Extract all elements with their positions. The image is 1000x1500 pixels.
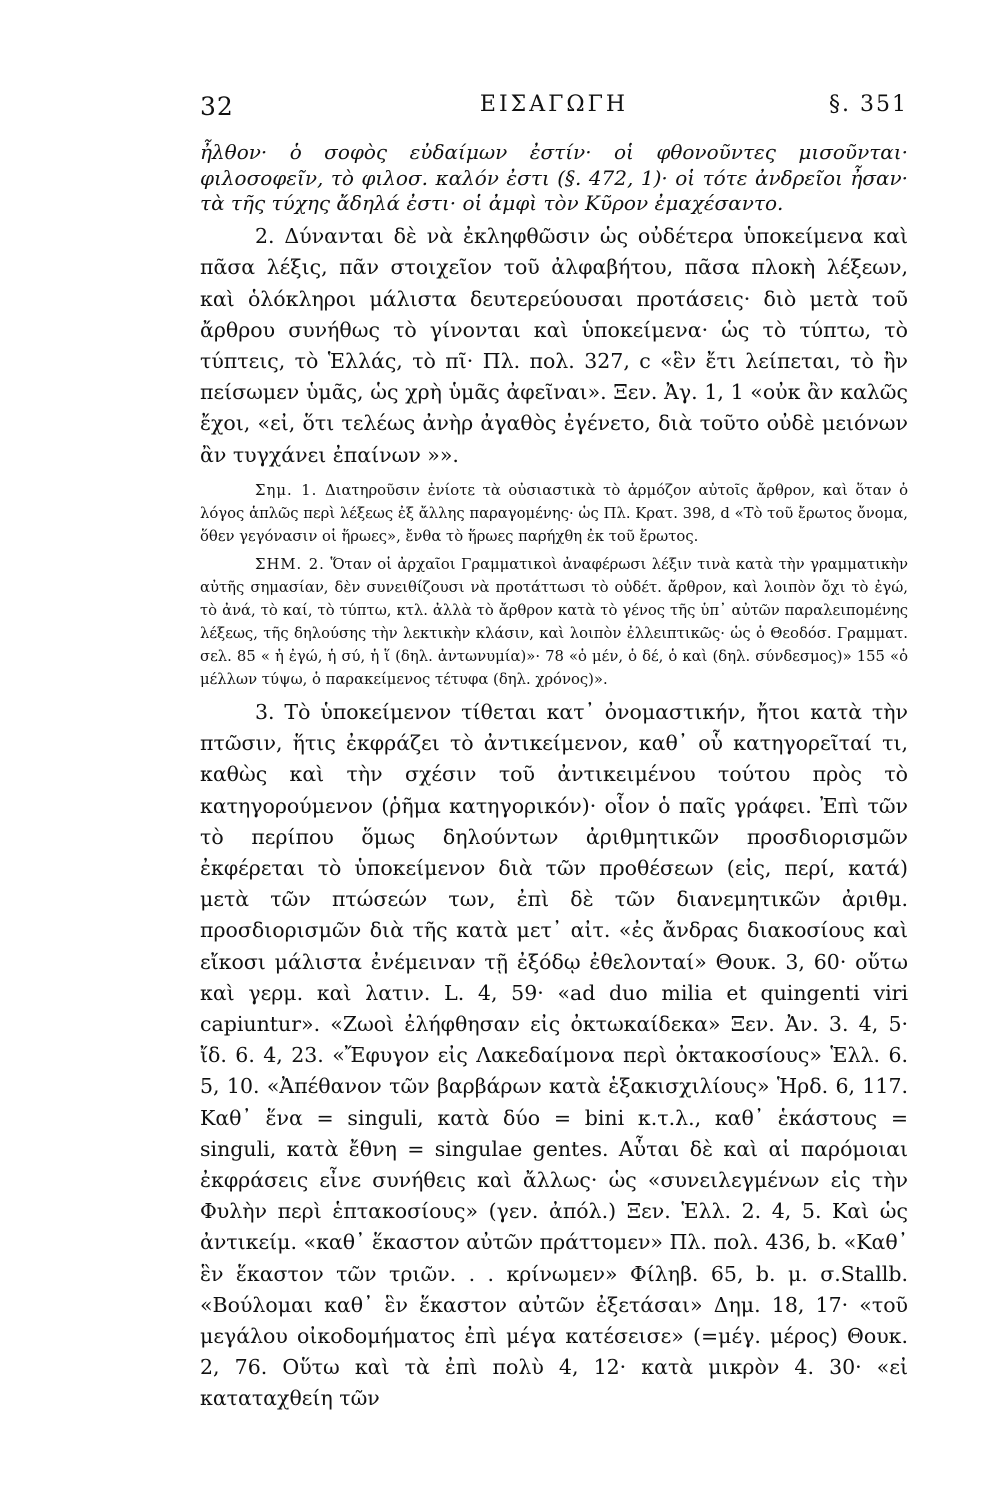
note-1-label: Σημ. 1. [255,481,318,499]
section-number: §. 351 [829,92,908,117]
paragraph-3: 3. Τὸ ὑποκείμενον τίθεται κατ᾿ ὀνομαστικήν, ἤτοι κατὰ τὴν πτῶσιν, ἥτις ἐκφράζει τὸ ἀντικείμενον, καθ᾿ οὗ κατηγορεῖταί τι, καθὼς καὶ τὴν σχέσιν τοῦ ἀντικειμένου τούτου πρὸς τὸ κατηγορούμενον (ῥῆμα κατηγορικόν)· οἷον ὁ παῖς γράφει. Ἐπὶ τῶν τὸ περίπου ὅμως δηλούντων ἀριθμητικῶν προσδιορισμῶν ἐκφέρεται τὸ ὑποκείμενον διὰ τῶν προθέσεων (εἰς, περί, κατά) μετὰ τῶν πτώσεών των, ἐπὶ δὲ τῶν διανεμητικῶν ἀριθμ. προσδιορισμῶν διὰ τῆς κατὰ μετ᾿ αἰτ. «ἐς ἄνδρας διακοσίους καὶ εἴκοσι μάλιστα ἐνέμειναν τῇ ἐξόδῳ ἐθελονταί» Θουκ. 3, 60· οὕτω καὶ γερμ. καὶ λατιν. L. 4, 59· «ad duo milia et quingenti viri capiuntur». «Ζωοὶ ἐλήφθησαν εἰς ὀκτωκαίδεκα» Ξεν. Ἀν. 3. 4, 5· ἴδ. 6. 4, 23. «Ἔφυγον εἰς Λακεδαίμονα περὶ ὀκτακοσίους» Ἑλλ. 6. 5, 10. «Ἀπέθανον τῶν βαρβάρων κατὰ ἑξακισχιλίους» Ἡρδ. 6, 117. Καθ᾿ ἕνα = singuli, κατὰ δύο = bini κ.τ.λ., καθ᾿ ἑκάστους = singuli, κατὰ ἔθνη = singulae gentes. Αὗται δὲ καὶ αἱ παρόμοιαι ἐκφράσεις εἶνε συνήθεις καὶ ἄλλως· ὡς «συνειλεγμένων εἰς τὴν Φυλὴν περὶ ἑπτακοσίους» (γεν. ἀπόλ.) Ξεν. Ἑλλ. 2. 4, 5. Καὶ ὡς ἀντικείμ. «καθ᾿ ἕκαστον αὐτῶν πράττομεν» Πλ. πολ. 436, b. «Καθ᾿ ἓν ἕκαστον τῶν τριῶν. . . κρίνωμεν» Φίληβ. 65, b. μ. σ.Stallb. «Βούλομαι καθ᾿ ἓν ἕκαστον αὐτῶν ἐξετάσαι» Δημ. 18, 17· «τοῦ μεγάλου οἰκοδομήματος ἐπὶ μέγα κατέσεισε» (=μέγ. μέρος) Θουκ. 2, 76. Οὕτω καὶ τὰ ἐπὶ πολὺ 4, 12· κατὰ μικρὸν 4. 30· «εἰ καταταχθείη τῶν [200,699,908,1411]
page-header [200,92,908,132]
page-body [200,140,908,1415]
page-number: 32 [200,92,234,121]
paragraph-2: 2. Δύνανται δὲ νὰ ἐκληφθῶσιν ὡς οὐδέτερα ὑποκείμενα καὶ πᾶσα λέξις, πᾶν στοιχεῖον τοῦ ἀλφαβήτου, πᾶσα πλοκὴ λέξεων, καὶ ὁλόκληροι μάλιστα δευτερεύουσαι προτάσεις· διὸ μετὰ τοῦ ἄρθρου συνήθως τὸ γίνονται καὶ ὑποκείμενα· ὡς τὸ τύπτω, τὸ τύπτεις, τὸ Ἑλλάς, τὸ πῖ· Πλ. πολ. 327, c «ἓν ἔτι λείπεται, τὸ ἢν πείσωμεν ὑμᾶς, ὡς χρὴ ὑμᾶς ἀφεῖναι». Ξεν. Ἀγ. 1, 1 «οὐκ ἂν καλῶς ἔχοι, «εἰ, ὅτι τελέως ἀνὴρ ἀγαθὸς ἐγένετο, διὰ τοῦτο οὐδὲ μειόνων ἂν τυγχάνει ἐπαίνων »». [200,224,908,467]
running-title: ΕΙΣΑΓΩΓΗ [479,92,629,117]
note-2-label: ΣΗΜ. 2. [255,556,325,574]
paragraph-intro: ἦλθον· ὁ σοφὸς εὐδαίμων ἐστίν· οἱ φθονοῦντες μισοῦνται· φιλοσοφεῖν, τὸ φιλοσ. καλόν ἐστι (§. 472, 1)· οἱ τότε ἀνδρεῖοι ἦσαν· τὰ τῆς τύχης ἄδηλά ἐστι· οἱ ἀμφὶ τὸν Κῦρον ἐμαχέσαντο. [200,140,908,216]
note-1-text: Διατηροῦσιν ἐνίοτε τὰ οὐσιαστικὰ τὸ ἁρμόζον αὐτοῖς ἄρθρον, καὶ ὅταν ὁ λόγος ἁπλῶς περὶ λέξεως ἐξ ἄλλης παραγομένης· ὡς Πλ. Κρατ. 398, d «Τὸ τοῦ ἔρωτος ὄνομα, ὅθεν γεγόνασιν οἱ ἥρωες», ἔνθα τὸ ἥρωες παρήχθη ἐκ τοῦ ἔρωτος. [200,481,908,545]
note-2 [200,554,908,691]
note-2-text: Ὅταν οἱ ἀρχαῖοι Γραμματικοὶ ἀναφέρωσι λέξιν τινὰ κατὰ τὴν γραμματικὴν αὐτῆς σημασίαν, δὲν συνειθίζουσι νὰ προτάττωσι τὸ οὐδέτ. ἄρθρον, καὶ λοιπὸν ὄχι τὸ ἐγώ, τὸ ἀνά, τὸ καί, τὸ τύπτω, κτλ. ἀλλὰ τὸ ἄρθρον κατὰ τὸ γένος τῆς ὑπ᾿ αὐτῶν παραλειπομένης λέξεως, τῆς δηλούσης τὴν λεκτικὴν κλάσιν, καὶ λοιπὸν ἐλλειπτικῶς· ὡς ὁ Θεοδόσ. Γραμματ. σελ. 85 « ἡ ἐγώ, ἡ σύ, ἡ ἵ (δηλ. ἀντωνυμία)»· 78 «ὁ μέν, ὁ δέ, ὁ καὶ (δηλ. σύνδεσμος)» 155 «ὁ μέλλων τύψω, ὁ παρακείμενος τέτυφα (δηλ. χρόνος)». [200,556,908,688]
note-1 [200,480,908,549]
